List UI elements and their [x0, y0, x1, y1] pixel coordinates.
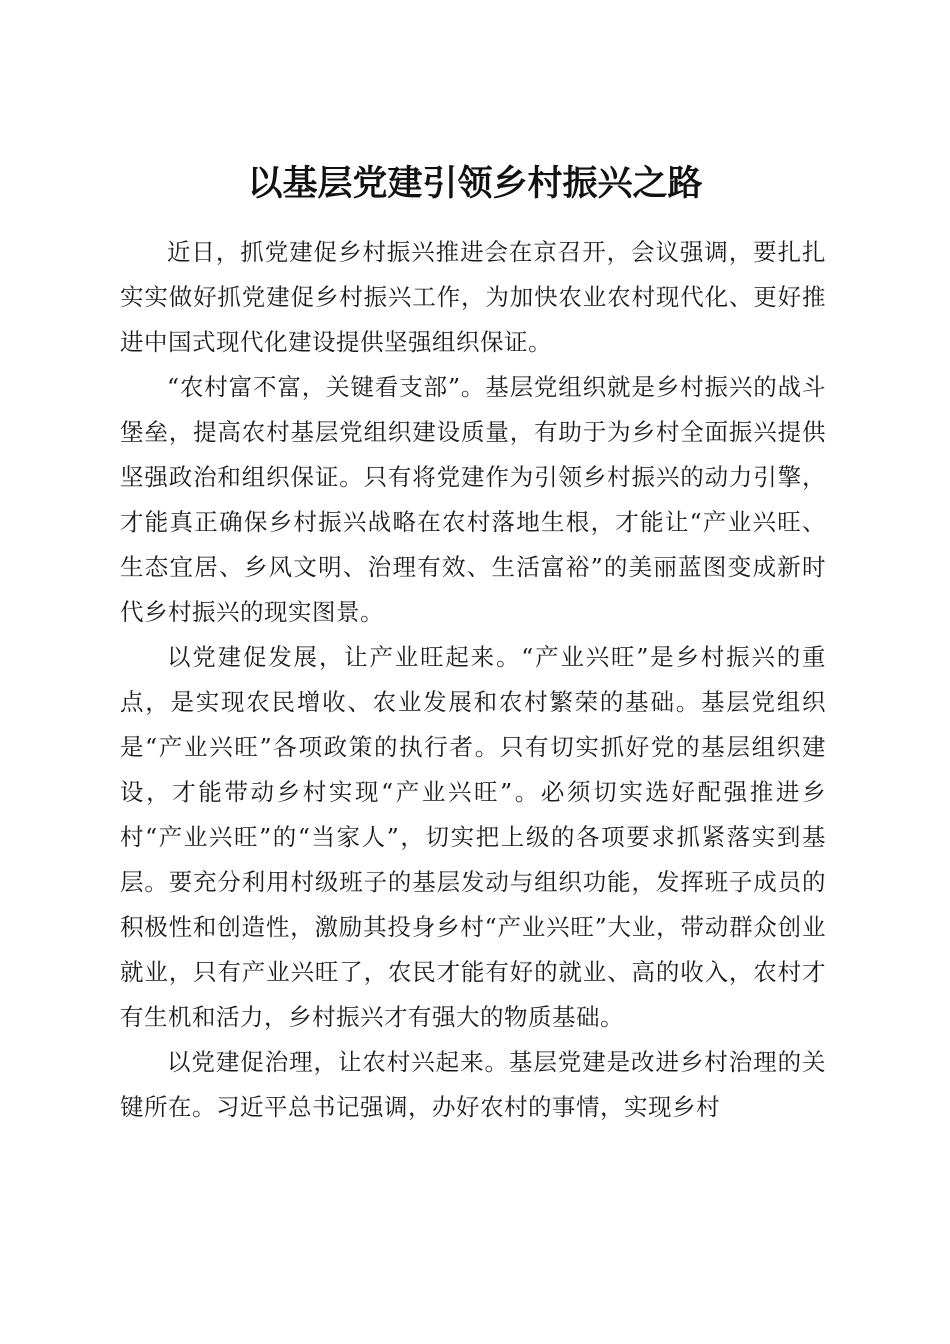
document-title: 以基层党建引领乡村振兴之路	[247, 163, 703, 205]
paragraph-4: 以党建促治理，让农村兴起来。基层党建是改进乡村治理的关键所在。习近平总书记强调，办好农村的事情，实现乡村	[120, 1048, 826, 1121]
paragraph-1: 近日，抓党建促乡村振兴推进会在京召开，会议强调，要扎扎实实做好抓党建促乡村振兴工作，为加快农业农村现代化、更好推进中国式现代化建设提供坚强组织保证。	[120, 238, 826, 356]
paragraph-2: “农村富不富，关键看支部”。基层党组织就是乡村振兴的战斗堡垒，提高农村基层党组织建设质量，有助于为乡村全面振兴提供坚强政治和组织保证。只有将党建作为引领乡村振兴的动力引擎，才能真正确保乡村振兴战略在农村落地生根，才能让“产业兴旺、生态宜居、乡风文明、治理有效、生活富裕”的美丽蓝图变成新时代乡村振兴的现实图景。	[120, 373, 826, 626]
document-body	[120, 230, 826, 1130]
paragraph-3: 以党建促发展，让产业旺起来。“产业兴旺”是乡村振兴的重点，是实现农民增收、农业发展和农村繁荣的基础。基层党组织是“产业兴旺”各项政策的执行者。只有切实抓好党的基层组织建设，才能带动乡村实现“产业兴旺”。必须切实选好配强推进乡村“产业兴旺”的“当家人”，切实把上级的各项要求抓紧落实到基层。要充分利用村级班子的基层发动与组织功能，发挥班子成员的积极性和创造性，激励其投身乡村“产业兴旺”大业，带动群众创业就业，只有产业兴旺了，农民才能有好的就业、高的收入，农村才有生机和活力，乡村振兴才有强大的物质基础。	[120, 643, 826, 1031]
